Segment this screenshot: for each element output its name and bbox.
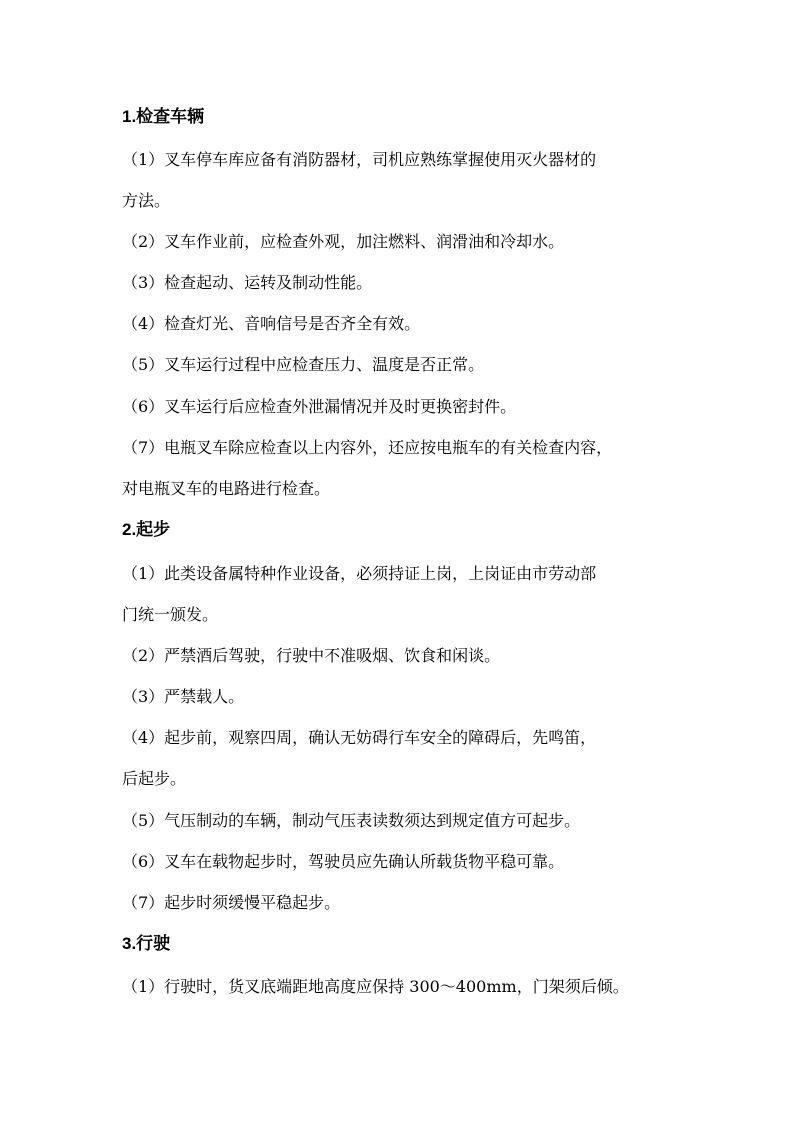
paragraph-line: （5）叉车运行过程中应检查压力、温度是否正常。	[122, 355, 485, 374]
paragraph-line: （5）气压制动的车辆，制动气压表读数须达到规定值方可起步。	[122, 811, 581, 830]
paragraph-line: （6）叉车运行后应检查外泄漏情况并及时更换密封件。	[122, 397, 517, 416]
paragraph-line: （2）严禁酒后驾驶，行驶中不准吸烟、饮食和闲谈。	[122, 646, 501, 665]
paragraph-line: （6）叉车在载物起步时，驾驶员应先确认所载货物平稳可靠。	[122, 852, 565, 871]
paragraph-line: （7）起步时须缓慢平稳起步。	[122, 893, 341, 912]
paragraph-line: （1）此类设备属特种作业设备，必须持证上岗，上岗证由市劳动部	[122, 564, 597, 583]
paragraph-line: （3）严禁载人。	[122, 687, 245, 706]
paragraph-line: （1）行驶时，货叉底端距地高度应保持 300～400mm，门架须后倾。	[122, 977, 629, 996]
paragraph-line: （1）叉车停车库应备有消防器材，司机应熟练掌握使用灭火器材的	[122, 150, 597, 169]
paragraph-line: （7）电瓶叉车除应检查以上内容外，还应按电瓶车的有关检查内容，	[122, 438, 613, 457]
paragraph-line: （3）检查起动、运转及制动性能。	[122, 273, 373, 292]
paragraph-line: （2）叉车作业前，应检查外观，加注燃料、润滑油和冷却水。	[122, 232, 565, 251]
section-heading: 2.起步	[122, 520, 171, 539]
paragraph-line: 后起步。	[122, 769, 187, 788]
paragraph-line: 方法。	[122, 191, 171, 210]
paragraph-line: （4）起步前，观察四周，确认无妨碍行车安全的障碍后，先鸣笛，	[122, 728, 597, 747]
paragraph-line: 门统一颁发。	[122, 605, 219, 624]
section-heading: 1.检查车辆	[122, 107, 205, 126]
section-heading: 3.行驶	[122, 934, 171, 953]
paragraph-line: 对电瓶叉车的电路进行检查。	[122, 479, 331, 498]
paragraph-line: （4）检查灯光、音响信号是否齐全有效。	[122, 314, 421, 333]
